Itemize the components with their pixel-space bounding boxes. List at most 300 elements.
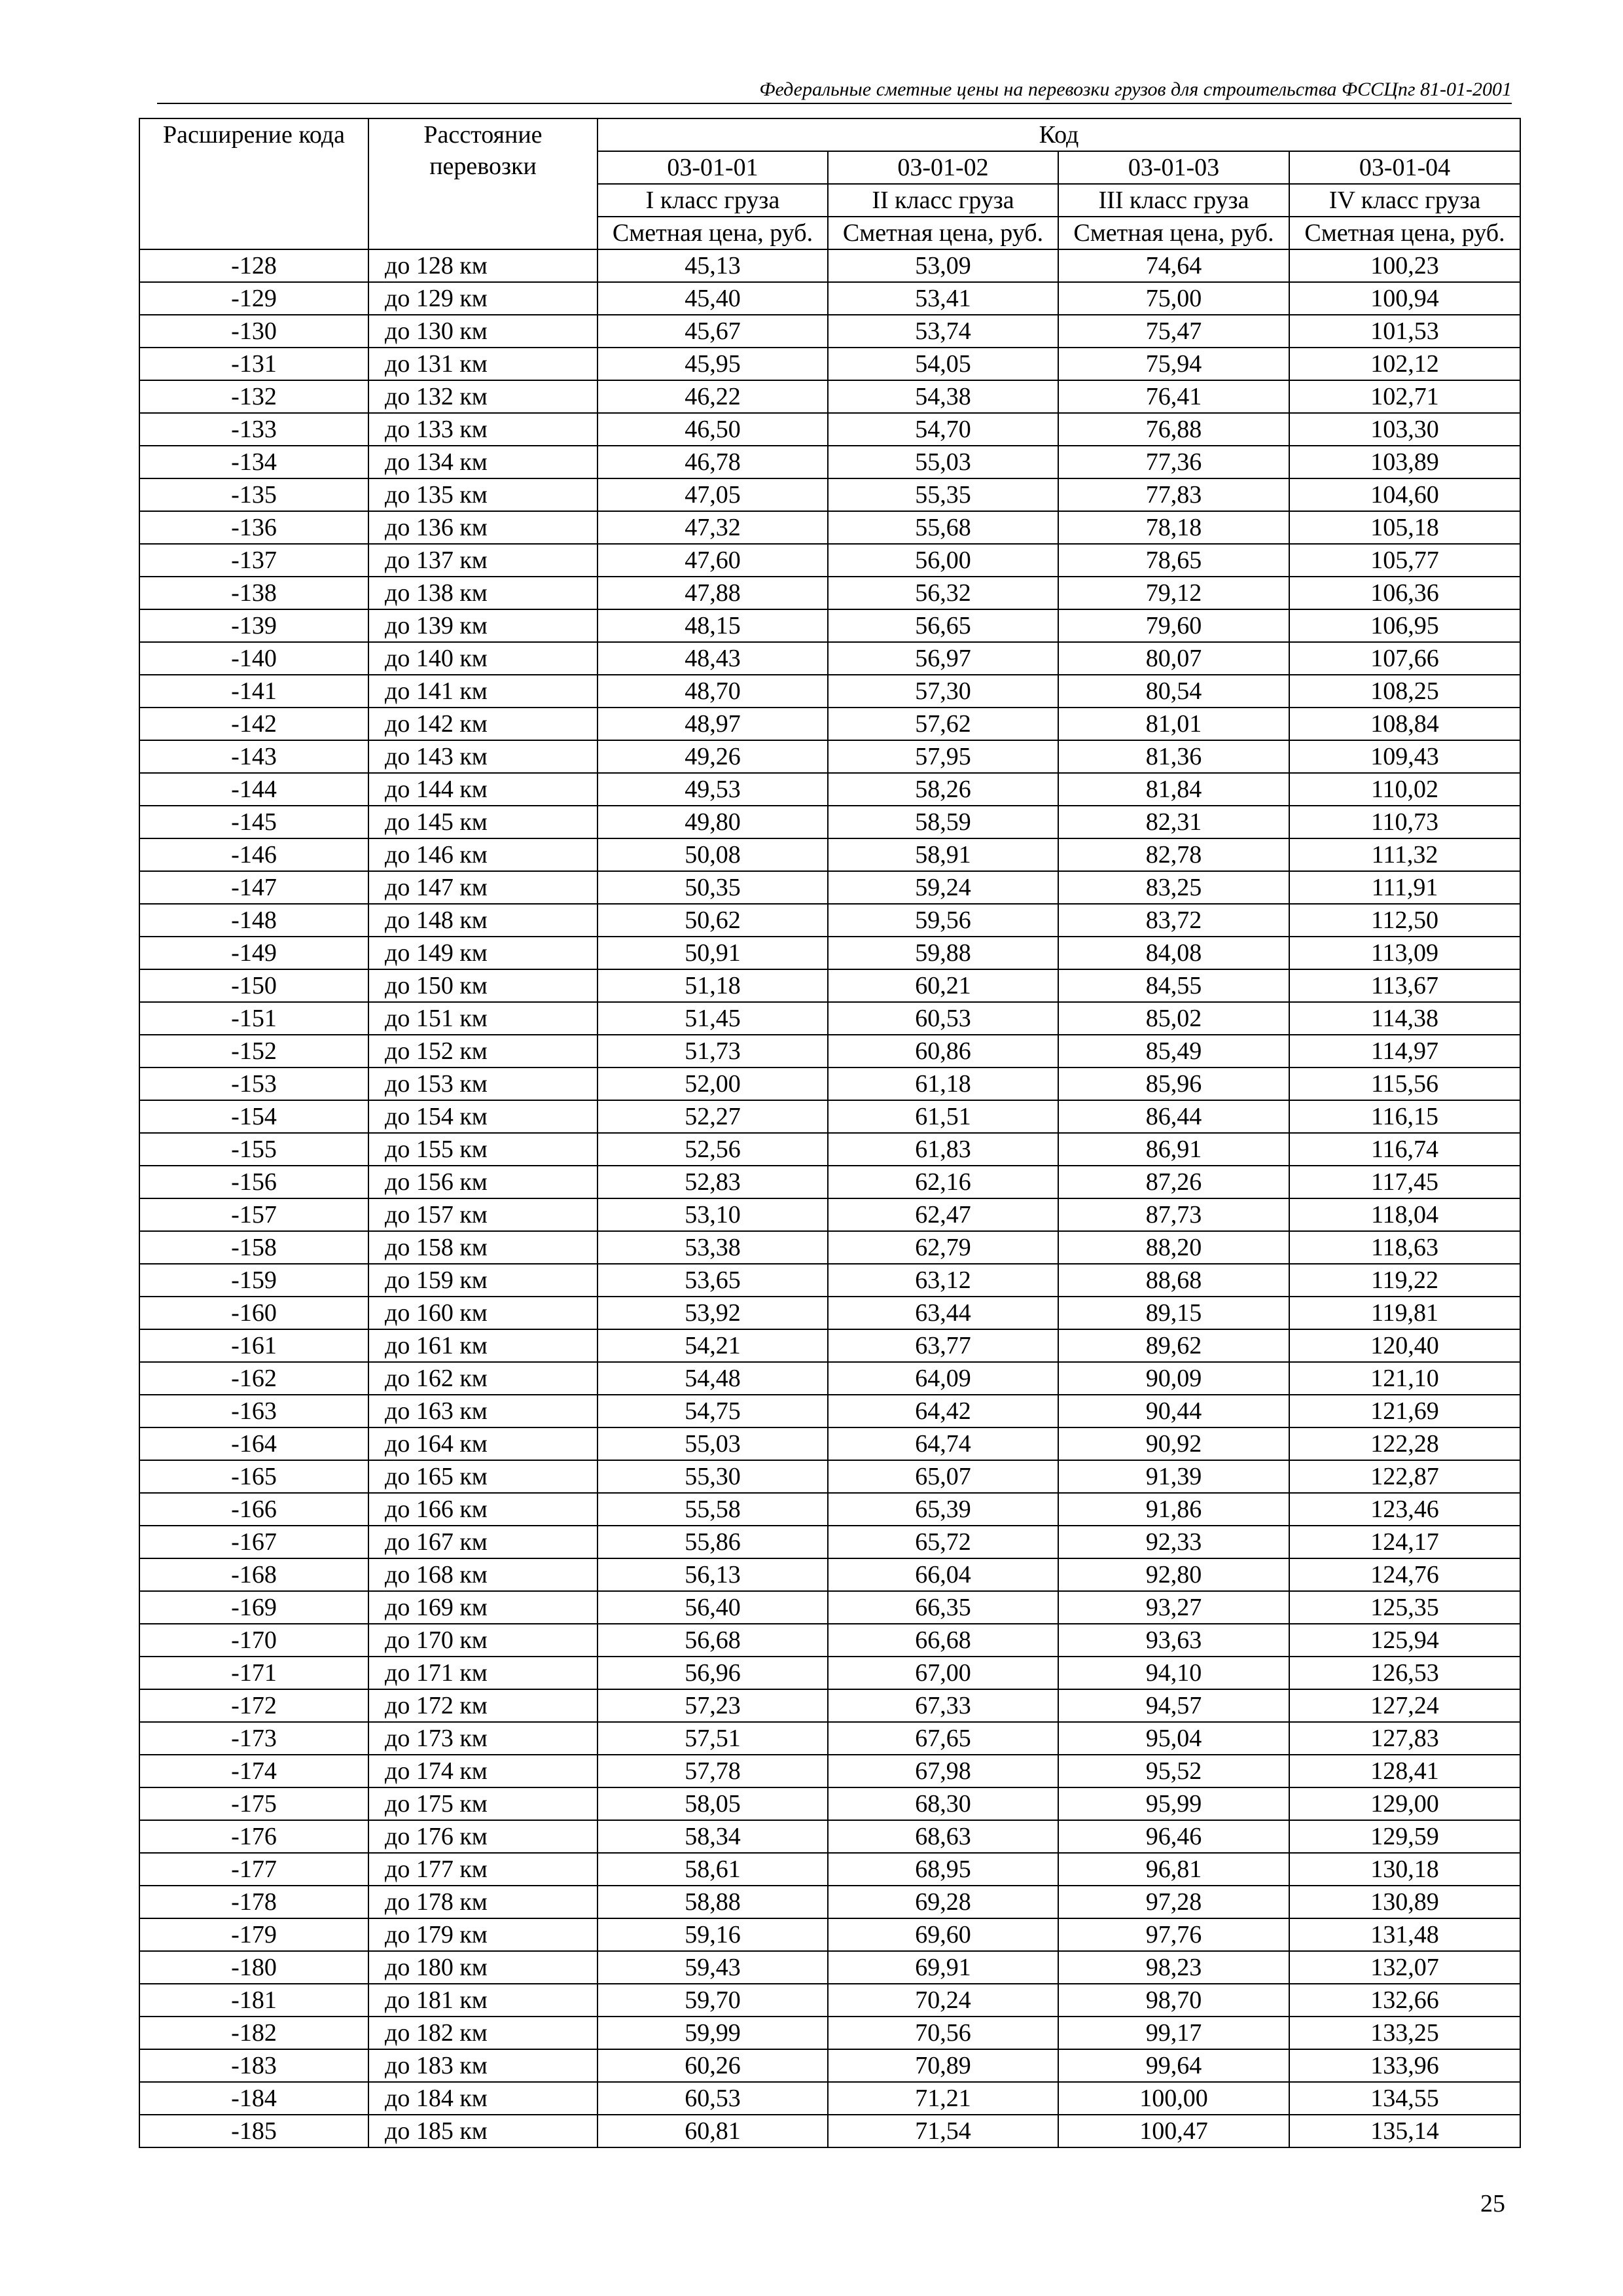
table-row xyxy=(139,1591,1520,1624)
extension-cell: -171 xyxy=(139,1657,368,1689)
extension-cell: -173 xyxy=(139,1722,368,1755)
price-table-header xyxy=(139,118,1520,249)
table-row xyxy=(139,1787,1520,1820)
price-cell-class-2: 56,00 xyxy=(828,544,1058,577)
table-row xyxy=(139,1231,1520,1264)
price-cell-class-4: 111,91 xyxy=(1289,871,1520,904)
distance-cell: до 140 км xyxy=(368,642,597,675)
price-cell-class-3: 80,07 xyxy=(1058,642,1289,675)
table-row xyxy=(139,1722,1520,1755)
price-cell-class-3: 85,96 xyxy=(1058,1067,1289,1100)
price-cell-class-4: 114,97 xyxy=(1289,1035,1520,1067)
price-cell-class-4: 133,25 xyxy=(1289,2017,1520,2049)
distance-cell: до 172 км xyxy=(368,1689,597,1722)
price-cell-class-2: 66,35 xyxy=(828,1591,1058,1624)
extension-cell: -133 xyxy=(139,413,368,446)
extension-cell: -164 xyxy=(139,1427,368,1460)
price-cell-class-3: 99,64 xyxy=(1058,2049,1289,2082)
price-cell-class-4: 123,46 xyxy=(1289,1493,1520,1526)
code-header: 03-01-02 xyxy=(828,151,1058,184)
distance-cell: до 138 км xyxy=(368,577,597,609)
table-row xyxy=(139,249,1520,282)
distance-cell: до 139 км xyxy=(368,609,597,642)
price-cell-class-2: 56,32 xyxy=(828,577,1058,609)
extension-cell: -135 xyxy=(139,478,368,511)
price-cell-class-2: 67,00 xyxy=(828,1657,1058,1689)
price-cell-class-2: 63,77 xyxy=(828,1329,1058,1362)
price-cell-class-1: 54,48 xyxy=(597,1362,828,1395)
table-row xyxy=(139,478,1520,511)
price-cell-class-2: 68,95 xyxy=(828,1853,1058,1886)
price-cell-class-1: 54,75 xyxy=(597,1395,828,1427)
price-cell-class-1: 53,38 xyxy=(597,1231,828,1264)
price-cell-class-3: 79,12 xyxy=(1058,577,1289,609)
extension-cell: -170 xyxy=(139,1624,368,1657)
price-cell-class-4: 103,30 xyxy=(1289,413,1520,446)
price-cell-class-4: 129,59 xyxy=(1289,1820,1520,1853)
price-cell-class-1: 57,78 xyxy=(597,1755,828,1787)
price-cell-class-1: 53,10 xyxy=(597,1198,828,1231)
price-cell-class-4: 108,84 xyxy=(1289,708,1520,740)
distance-cell: до 174 км xyxy=(368,1755,597,1787)
price-cell-class-4: 125,94 xyxy=(1289,1624,1520,1657)
price-cell-class-3: 83,25 xyxy=(1058,871,1289,904)
price-cell-class-1: 58,61 xyxy=(597,1853,828,1886)
distance-cell: до 155 км xyxy=(368,1133,597,1166)
price-cell-class-4: 102,71 xyxy=(1289,380,1520,413)
price-cell-class-1: 50,62 xyxy=(597,904,828,937)
extension-cell: -158 xyxy=(139,1231,368,1264)
distance-cell: до 177 км xyxy=(368,1853,597,1886)
price-cell-class-3: 81,36 xyxy=(1058,740,1289,773)
table-row xyxy=(139,2049,1520,2082)
distance-cell: до 158 км xyxy=(368,1231,597,1264)
table-row xyxy=(139,904,1520,937)
price-cell-class-2: 69,91 xyxy=(828,1951,1058,1984)
table-row xyxy=(139,2017,1520,2049)
table-row xyxy=(139,1198,1520,1231)
price-cell-class-1: 56,68 xyxy=(597,1624,828,1657)
distance-cell: до 137 км xyxy=(368,544,597,577)
cargo-class-header: IV класс груза xyxy=(1289,184,1520,217)
price-cell-class-3: 87,73 xyxy=(1058,1198,1289,1231)
price-cell-class-4: 107,66 xyxy=(1289,642,1520,675)
distance-cell: до 178 км xyxy=(368,1886,597,1918)
price-cell-class-3: 90,92 xyxy=(1058,1427,1289,1460)
price-cell-class-2: 53,09 xyxy=(828,249,1058,282)
price-cell-class-4: 108,25 xyxy=(1289,675,1520,708)
price-cell-class-1: 59,99 xyxy=(597,2017,828,2049)
distance-cell: до 171 км xyxy=(368,1657,597,1689)
price-cell-class-2: 59,24 xyxy=(828,871,1058,904)
price-cell-class-2: 58,59 xyxy=(828,806,1058,838)
price-cell-class-2: 55,35 xyxy=(828,478,1058,511)
extension-cell: -154 xyxy=(139,1100,368,1133)
price-cell-class-1: 55,30 xyxy=(597,1460,828,1493)
price-cell-class-2: 70,89 xyxy=(828,2049,1058,2082)
price-cell-class-4: 101,53 xyxy=(1289,315,1520,348)
price-cell-class-2: 58,26 xyxy=(828,773,1058,806)
table-row xyxy=(139,773,1520,806)
price-cell-class-1: 49,53 xyxy=(597,773,828,806)
price-cell-class-3: 86,44 xyxy=(1058,1100,1289,1133)
price-cell-class-1: 56,40 xyxy=(597,1591,828,1624)
price-cell-class-3: 82,31 xyxy=(1058,806,1289,838)
table-row xyxy=(139,675,1520,708)
price-cell-class-1: 51,18 xyxy=(597,969,828,1002)
distance-cell: до 136 км xyxy=(368,511,597,544)
extension-cell: -138 xyxy=(139,577,368,609)
distance-cell: до 183 км xyxy=(368,2049,597,2082)
extension-cell: -147 xyxy=(139,871,368,904)
price-cell-class-1: 45,67 xyxy=(597,315,828,348)
price-cell-class-1: 47,88 xyxy=(597,577,828,609)
price-cell-class-4: 110,73 xyxy=(1289,806,1520,838)
price-cell-class-4: 112,50 xyxy=(1289,904,1520,937)
price-cell-class-1: 60,81 xyxy=(597,2115,828,2147)
price-cell-class-4: 130,89 xyxy=(1289,1886,1520,1918)
price-cell-class-2: 60,21 xyxy=(828,969,1058,1002)
extension-cell: -179 xyxy=(139,1918,368,1951)
table-row xyxy=(139,642,1520,675)
price-cell-class-3: 96,81 xyxy=(1058,1853,1289,1886)
extension-cell: -180 xyxy=(139,1951,368,1984)
price-cell-class-2: 70,56 xyxy=(828,2017,1058,2049)
distance-cell: до 130 км xyxy=(368,315,597,348)
price-cell-class-4: 111,32 xyxy=(1289,838,1520,871)
price-cell-class-1: 58,34 xyxy=(597,1820,828,1853)
extension-cell: -160 xyxy=(139,1297,368,1329)
extension-cell: -146 xyxy=(139,838,368,871)
price-cell-class-2: 53,41 xyxy=(828,282,1058,315)
table-row xyxy=(139,1951,1520,1984)
price-cell-class-1: 59,16 xyxy=(597,1918,828,1951)
price-cell-class-3: 97,28 xyxy=(1058,1886,1289,1918)
price-cell-class-2: 57,62 xyxy=(828,708,1058,740)
price-cell-class-3: 82,78 xyxy=(1058,838,1289,871)
distance-cell: до 146 км xyxy=(368,838,597,871)
distance-cell: до 129 км xyxy=(368,282,597,315)
price-cell-class-2: 64,74 xyxy=(828,1427,1058,1460)
price-cell-class-2: 56,97 xyxy=(828,642,1058,675)
price-cell-class-2: 54,05 xyxy=(828,348,1058,380)
extension-cell: -136 xyxy=(139,511,368,544)
distance-cell: до 179 км xyxy=(368,1918,597,1951)
extension-cell: -145 xyxy=(139,806,368,838)
price-label-header: Сметная цена, руб. xyxy=(1289,217,1520,249)
table-row xyxy=(139,1427,1520,1460)
distance-cell: до 164 км xyxy=(368,1427,597,1460)
distance-cell: до 176 км xyxy=(368,1820,597,1853)
price-cell-class-2: 71,21 xyxy=(828,2082,1058,2115)
table-row xyxy=(139,1526,1520,1558)
price-cell-class-4: 117,45 xyxy=(1289,1166,1520,1198)
distance-column-header: Расстояние перевозки xyxy=(368,118,597,249)
table-row xyxy=(139,1460,1520,1493)
price-cell-class-4: 104,60 xyxy=(1289,478,1520,511)
price-cell-class-4: 118,04 xyxy=(1289,1198,1520,1231)
price-cell-class-4: 106,95 xyxy=(1289,609,1520,642)
extension-cell: -153 xyxy=(139,1067,368,1100)
price-cell-class-2: 63,12 xyxy=(828,1264,1058,1297)
price-cell-class-2: 62,47 xyxy=(828,1198,1058,1231)
distance-cell: до 163 км xyxy=(368,1395,597,1427)
extension-cell: -144 xyxy=(139,773,368,806)
price-cell-class-4: 110,02 xyxy=(1289,773,1520,806)
price-cell-class-3: 84,08 xyxy=(1058,937,1289,969)
price-cell-class-4: 127,24 xyxy=(1289,1689,1520,1722)
price-cell-class-4: 124,17 xyxy=(1289,1526,1520,1558)
price-cell-class-1: 48,15 xyxy=(597,609,828,642)
table-row xyxy=(139,806,1520,838)
code-header: 03-01-04 xyxy=(1289,151,1520,184)
table-row xyxy=(139,1918,1520,1951)
extension-cell: -177 xyxy=(139,1853,368,1886)
extension-cell: -172 xyxy=(139,1689,368,1722)
price-cell-class-3: 95,99 xyxy=(1058,1787,1289,1820)
extension-cell: -184 xyxy=(139,2082,368,2115)
price-cell-class-3: 93,27 xyxy=(1058,1591,1289,1624)
extension-cell: -149 xyxy=(139,937,368,969)
price-cell-class-1: 51,45 xyxy=(597,1002,828,1035)
price-cell-class-2: 64,09 xyxy=(828,1362,1058,1395)
extension-cell: -134 xyxy=(139,446,368,478)
price-cell-class-2: 57,95 xyxy=(828,740,1058,773)
price-cell-class-1: 59,70 xyxy=(597,1984,828,2017)
price-cell-class-4: 122,87 xyxy=(1289,1460,1520,1493)
price-cell-class-3: 93,63 xyxy=(1058,1624,1289,1657)
price-cell-class-3: 80,54 xyxy=(1058,675,1289,708)
extension-cell: -155 xyxy=(139,1133,368,1166)
price-cell-class-4: 102,12 xyxy=(1289,348,1520,380)
extension-cell: -167 xyxy=(139,1526,368,1558)
distance-cell: до 131 км xyxy=(368,348,597,380)
price-label-header: Сметная цена, руб. xyxy=(1058,217,1289,249)
extension-cell: -139 xyxy=(139,609,368,642)
price-cell-class-4: 119,81 xyxy=(1289,1297,1520,1329)
price-cell-class-2: 65,07 xyxy=(828,1460,1058,1493)
distance-cell: до 169 км xyxy=(368,1591,597,1624)
table-row xyxy=(139,511,1520,544)
price-cell-class-3: 86,91 xyxy=(1058,1133,1289,1166)
price-cell-class-1: 50,91 xyxy=(597,937,828,969)
price-cell-class-3: 75,00 xyxy=(1058,282,1289,315)
table-row xyxy=(139,1657,1520,1689)
table-row xyxy=(139,1133,1520,1166)
price-cell-class-2: 54,70 xyxy=(828,413,1058,446)
price-cell-class-1: 60,26 xyxy=(597,2049,828,2082)
price-cell-class-3: 84,55 xyxy=(1058,969,1289,1002)
extension-cell: -168 xyxy=(139,1558,368,1591)
price-cell-class-1: 52,56 xyxy=(597,1133,828,1166)
price-label-header: Сметная цена, руб. xyxy=(597,217,828,249)
price-cell-class-3: 89,62 xyxy=(1058,1329,1289,1362)
table-row xyxy=(139,1395,1520,1427)
table-row xyxy=(139,708,1520,740)
price-cell-class-4: 116,74 xyxy=(1289,1133,1520,1166)
price-cell-class-3: 88,20 xyxy=(1058,1231,1289,1264)
table-row xyxy=(139,838,1520,871)
extension-cell: -185 xyxy=(139,2115,368,2147)
price-cell-class-4: 103,89 xyxy=(1289,446,1520,478)
price-cell-class-4: 129,00 xyxy=(1289,1787,1520,1820)
price-cell-class-4: 115,56 xyxy=(1289,1067,1520,1100)
distance-cell: до 150 км xyxy=(368,969,597,1002)
extension-cell: -152 xyxy=(139,1035,368,1067)
price-table xyxy=(139,118,1521,2148)
distance-cell: до 135 км xyxy=(368,478,597,511)
price-cell-class-2: 68,30 xyxy=(828,1787,1058,1820)
price-cell-class-4: 109,43 xyxy=(1289,740,1520,773)
price-cell-class-2: 55,68 xyxy=(828,511,1058,544)
extension-cell: -178 xyxy=(139,1886,368,1918)
distance-cell: до 181 км xyxy=(368,1984,597,2017)
price-cell-class-4: 113,09 xyxy=(1289,937,1520,969)
price-cell-class-2: 69,28 xyxy=(828,1886,1058,1918)
price-cell-class-1: 49,26 xyxy=(597,740,828,773)
price-cell-class-3: 95,04 xyxy=(1058,1722,1289,1755)
distance-cell: до 166 км xyxy=(368,1493,597,1526)
distance-cell: до 157 км xyxy=(368,1198,597,1231)
price-cell-class-1: 46,50 xyxy=(597,413,828,446)
extension-cell: -181 xyxy=(139,1984,368,2017)
extension-cell: -182 xyxy=(139,2017,368,2049)
price-cell-class-4: 121,69 xyxy=(1289,1395,1520,1427)
price-cell-class-3: 87,26 xyxy=(1058,1166,1289,1198)
table-row xyxy=(139,1624,1520,1657)
distance-cell: до 168 км xyxy=(368,1558,597,1591)
table-row xyxy=(139,282,1520,315)
document-header: Федеральные сметные цены на перевозки грузов для строительства ФССЦпг 81-01-2001 xyxy=(759,79,1512,100)
price-cell-class-4: 126,53 xyxy=(1289,1657,1520,1689)
table-row xyxy=(139,544,1520,577)
extension-cell: -137 xyxy=(139,544,368,577)
distance-cell: до 180 км xyxy=(368,1951,597,1984)
distance-cell: до 143 км xyxy=(368,740,597,773)
price-cell-class-2: 61,51 xyxy=(828,1100,1058,1133)
table-row xyxy=(139,1297,1520,1329)
price-cell-class-4: 125,35 xyxy=(1289,1591,1520,1624)
price-cell-class-2: 62,79 xyxy=(828,1231,1058,1264)
price-cell-class-3: 76,88 xyxy=(1058,413,1289,446)
price-cell-class-2: 68,63 xyxy=(828,1820,1058,1853)
header-divider xyxy=(157,103,1512,104)
price-cell-class-2: 54,38 xyxy=(828,380,1058,413)
price-cell-class-2: 61,18 xyxy=(828,1067,1058,1100)
price-cell-class-2: 59,88 xyxy=(828,937,1058,969)
extension-cell: -151 xyxy=(139,1002,368,1035)
price-cell-class-1: 52,00 xyxy=(597,1067,828,1100)
price-label-header: Сметная цена, руб. xyxy=(828,217,1058,249)
price-cell-class-1: 55,86 xyxy=(597,1526,828,1558)
price-cell-class-4: 131,48 xyxy=(1289,1918,1520,1951)
cargo-class-header: III класс груза xyxy=(1058,184,1289,217)
price-cell-class-1: 51,73 xyxy=(597,1035,828,1067)
table-row xyxy=(139,577,1520,609)
distance-cell: до 152 км xyxy=(368,1035,597,1067)
table-row xyxy=(139,740,1520,773)
price-cell-class-1: 55,03 xyxy=(597,1427,828,1460)
distance-cell: до 154 км xyxy=(368,1100,597,1133)
distance-cell: до 145 км xyxy=(368,806,597,838)
distance-cell: до 134 км xyxy=(368,446,597,478)
price-cell-class-2: 60,86 xyxy=(828,1035,1058,1067)
price-cell-class-1: 57,23 xyxy=(597,1689,828,1722)
price-cell-class-1: 59,43 xyxy=(597,1951,828,1984)
extension-cell: -175 xyxy=(139,1787,368,1820)
table-row xyxy=(139,1035,1520,1067)
price-cell-class-1: 57,51 xyxy=(597,1722,828,1755)
price-cell-class-4: 121,10 xyxy=(1289,1362,1520,1395)
distance-cell: до 144 км xyxy=(368,773,597,806)
price-cell-class-4: 118,63 xyxy=(1289,1231,1520,1264)
table-row xyxy=(139,380,1520,413)
table-row xyxy=(139,1166,1520,1198)
price-cell-class-1: 49,80 xyxy=(597,806,828,838)
table-row xyxy=(139,871,1520,904)
price-cell-class-2: 63,44 xyxy=(828,1297,1058,1329)
table-row xyxy=(139,1984,1520,2017)
price-cell-class-3: 74,64 xyxy=(1058,249,1289,282)
price-cell-class-1: 60,53 xyxy=(597,2082,828,2115)
price-cell-class-1: 54,21 xyxy=(597,1329,828,1362)
price-cell-class-3: 94,10 xyxy=(1058,1657,1289,1689)
extension-cell: -130 xyxy=(139,315,368,348)
table-row xyxy=(139,1067,1520,1100)
price-cell-class-2: 65,39 xyxy=(828,1493,1058,1526)
price-cell-class-3: 85,49 xyxy=(1058,1035,1289,1067)
price-cell-class-4: 134,55 xyxy=(1289,2082,1520,2115)
price-cell-class-3: 76,41 xyxy=(1058,380,1289,413)
distance-cell: до 161 км xyxy=(368,1329,597,1362)
distance-cell: до 128 км xyxy=(368,249,597,282)
price-cell-class-3: 85,02 xyxy=(1058,1002,1289,1035)
price-cell-class-1: 53,92 xyxy=(597,1297,828,1329)
price-cell-class-1: 46,78 xyxy=(597,446,828,478)
extension-cell: -141 xyxy=(139,675,368,708)
extension-cell: -132 xyxy=(139,380,368,413)
price-cell-class-4: 106,36 xyxy=(1289,577,1520,609)
cargo-class-header: I класс груза xyxy=(597,184,828,217)
price-cell-class-2: 53,74 xyxy=(828,315,1058,348)
distance-cell: до 147 км xyxy=(368,871,597,904)
price-cell-class-4: 132,66 xyxy=(1289,1984,1520,2017)
price-cell-class-3: 92,80 xyxy=(1058,1558,1289,1591)
code-header: 03-01-03 xyxy=(1058,151,1289,184)
price-cell-class-1: 47,05 xyxy=(597,478,828,511)
extension-cell: -183 xyxy=(139,2049,368,2082)
extension-cell: -140 xyxy=(139,642,368,675)
price-cell-class-3: 77,83 xyxy=(1058,478,1289,511)
distance-cell: до 133 км xyxy=(368,413,597,446)
price-cell-class-1: 48,43 xyxy=(597,642,828,675)
price-cell-class-4: 119,22 xyxy=(1289,1264,1520,1297)
extension-cell: -142 xyxy=(139,708,368,740)
table-row xyxy=(139,1329,1520,1362)
distance-cell: до 185 км xyxy=(368,2115,597,2147)
price-cell-class-3: 90,44 xyxy=(1058,1395,1289,1427)
page-number: 25 xyxy=(1480,2190,1505,2217)
price-cell-class-4: 132,07 xyxy=(1289,1951,1520,1984)
table-row xyxy=(139,1886,1520,1918)
distance-cell: до 141 км xyxy=(368,675,597,708)
price-cell-class-2: 65,72 xyxy=(828,1526,1058,1558)
extension-column-header: Расширение кода xyxy=(139,118,368,249)
price-cell-class-2: 62,16 xyxy=(828,1166,1058,1198)
price-table-body xyxy=(139,249,1520,2147)
table-row xyxy=(139,1100,1520,1133)
cargo-class-header: II класс груза xyxy=(828,184,1058,217)
